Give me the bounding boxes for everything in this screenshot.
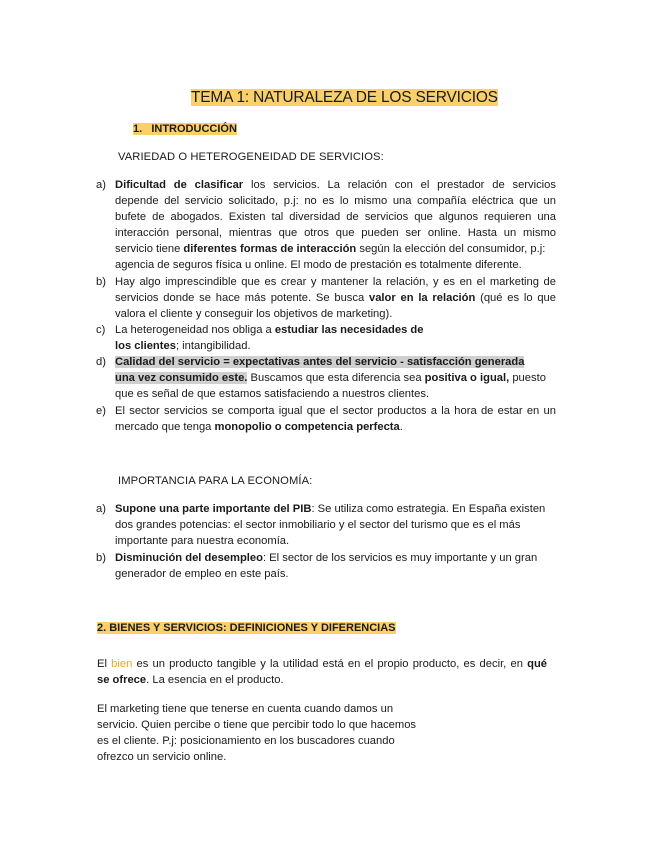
list-item-c: c) La heterogeneidad nos obliga a estudiar las necesidades de los clientes; intangibilidad. (96, 324, 424, 353)
list-label: a) (96, 179, 106, 191)
list-label: b) (96, 276, 106, 288)
subheading-variedad: VARIEDAD O HETEROGENEIDAD DE SERVICIOS: (118, 151, 384, 163)
title-text: TEMA 1: NATURALEZA DE LOS SERVICIOS (191, 89, 498, 106)
subheading-importancia: IMPORTANCIA PARA LA ECONOMÍA: (118, 475, 313, 487)
marketing-paragraph: El marketing tiene que tenerse en cuenta cuando damos un servicio. Quien percibe o tiene que percibir todo lo que hacemos es el cliente. P.j: posicionamiento en los buscadores cuando ofrezco un servicio online. (97, 703, 417, 764)
bien-definition-paragraph: El bien es un producto tangible y la utilidad está en el propio producto, es decir, en qué se ofrece. La esencia en el producto. (97, 658, 547, 687)
list-item-e: e) El sector servicios se comporta igual que el sector productos a la hora de estar en un mercado que tenga monopolio o competencia perfecta. (96, 405, 556, 434)
list-item-d: d) Calidad del servicio = expectativas antes del servicio - satisfacción generada una vez consumido este. Buscamos que esta diferencia sea positiva o igual, puesto que es señal de que estamos satisfaciendo a nuestros clientes. (96, 356, 546, 401)
list-label: e) (96, 405, 106, 417)
section-2-heading: 2. BIENES Y SERVICIOS: DEFINICIONES Y DIFERENCIAS (97, 622, 396, 634)
highlight-word-bien: bien (111, 658, 133, 670)
list-item-b: b) Hay algo imprescindible que es crear y mantener la relación, y es en el marketing de servicios donde se hace más potente. Se busca valor en la relación (qué es lo que valora el cliente y conseguir los objetivos de marketing). (96, 276, 556, 321)
list-item-a: a) Dificultad de clasificar los servicios. La relación con el prestador de servicios depende del servicio solicitado, p.j: no es lo mismo una compañía eléctrica que un bufete de abogados. Existen tal diversidad de servicios que algunos requieren una interacción personal, mientras que otros que pueden ser online. Hasta un mismo servicio tiene diferentes formas de interacción según la elección del consumidor, p.j: agencia de seguros física u online. El modo de prestación es totalmente diferente. (96, 179, 556, 272)
list-label: c) (96, 324, 106, 336)
importance-item-a: a) Supone una parte importante del PIB: Se utiliza como estrategia. En España existen dos grandes potencias: el sector inmobiliario y el sector del turismo que es el más importante para nuestra economía. (96, 503, 546, 548)
section-1-heading: 1. INTRODUCCIÓN (133, 123, 237, 135)
importance-item-b: b) Disminución del desempleo: El sector de los servicios es muy importante y un gran generador de empleo en este país. (96, 552, 538, 581)
list-label: a) (96, 503, 106, 515)
list-label: b) (96, 552, 106, 564)
list-label: d) (96, 356, 106, 368)
document-title (191, 89, 498, 107)
